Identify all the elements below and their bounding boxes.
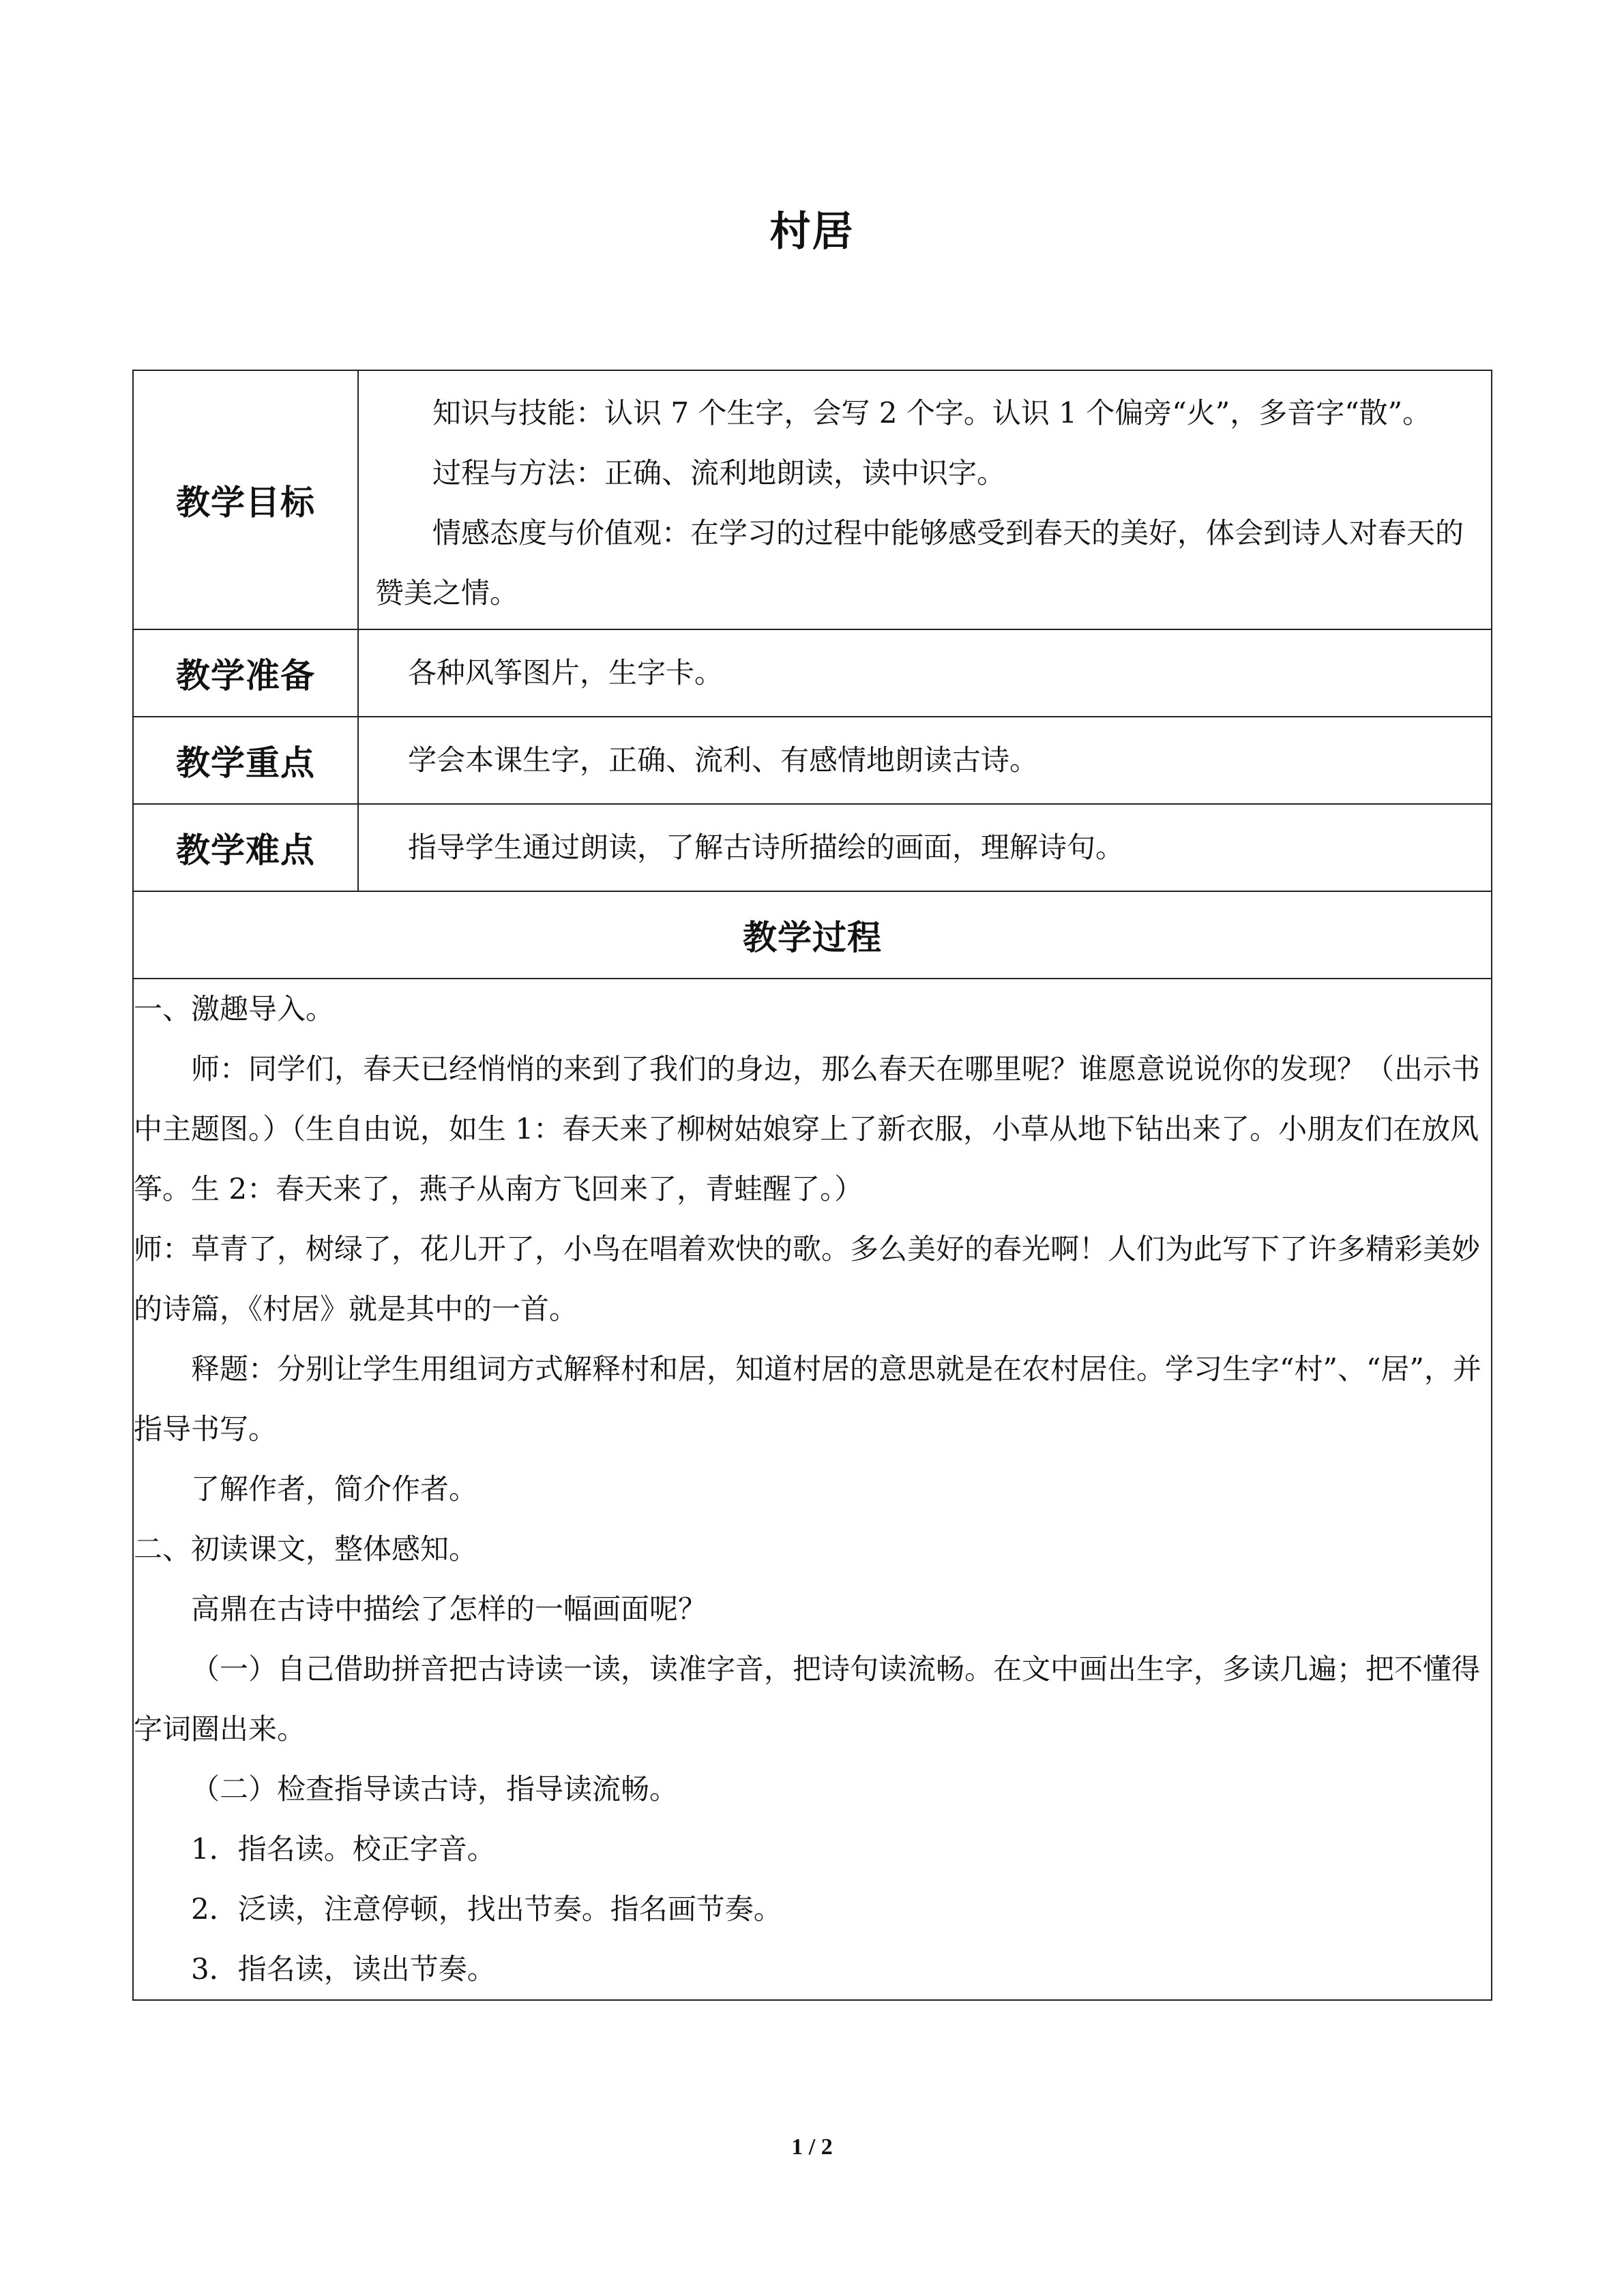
process-content xyxy=(133,979,1492,2000)
preparation-label: 教学准备 xyxy=(133,629,358,717)
page-number: 1 / 2 xyxy=(791,2134,833,2160)
preparation-content xyxy=(358,629,1492,717)
process-step-heading: 二、初读课文，整体感知。 xyxy=(134,1532,478,1566)
process-paragraph: 了解作者，简介作者。 xyxy=(191,1472,478,1506)
key-points-label: 教学重点 xyxy=(133,717,358,804)
process-list-item: 1．指名读。校正字音。 xyxy=(191,1832,496,1866)
process-paragraph: （一）自己借助拼音把古诗读一读，读准字音，把诗句读流畅。在文中画出生字，多读几遍；把不懂得字词圈出来。 xyxy=(134,1652,1481,1746)
process-paragraph: 释题：分别让学生用组词方式解释村和居，知道村居的意思就是在农村居住。学习生字“村”、“居”，并指导书写。 xyxy=(134,1352,1481,1446)
key-points-text: 学会本课生字，正确、流利、有感情地朗读古诗。 xyxy=(408,743,1039,777)
difficulties-content xyxy=(358,804,1492,891)
difficulties-text: 指导学生通过朗读，了解古诗所描绘的画面，理解诗句。 xyxy=(408,831,1125,864)
key-points-content xyxy=(358,717,1492,804)
process-paragraph: 师：同学们，春天已经悄悄的来到了我们的身边，那么春天在哪里呢？谁愿意说说你的发现？（出示书中主题图。）（生自由说，如生 1：春天来了柳树姑娘穿上了新衣服，小草从地下钻出来了。小朋友们在放风筝。生 2：春天来了，燕子从南方飞回来了，青蛙醒了。） xyxy=(134,1052,1481,1206)
preparation-row xyxy=(133,629,1492,717)
process-header-row xyxy=(133,891,1492,979)
preparation-text: 各种风筝图片，生字卡。 xyxy=(408,656,724,689)
goals-label: 教学目标 xyxy=(133,370,358,629)
goals-content xyxy=(358,370,1492,629)
process-list-item: 2．泛读，注意停顿，找出节奏。指名画节奏。 xyxy=(191,1892,782,1926)
process-row xyxy=(133,979,1492,2000)
goal-emotion: 情感态度与价值观：在学习的过程中能够感受到春天的美好，体会到诗人对春天的赞美之情。 xyxy=(375,516,1464,610)
key-points-row xyxy=(133,717,1492,804)
process-header: 教学过程 xyxy=(133,891,1492,979)
difficulties-label: 教学难点 xyxy=(133,804,358,891)
process-step-heading: 一、激趣导入。 xyxy=(134,992,335,1026)
goals-row xyxy=(133,370,1492,629)
goal-process: 过程与方法：正确、流利地朗读，读中识字。 xyxy=(432,456,1006,490)
lesson-plan-table xyxy=(132,370,1492,2001)
process-paragraph: 高鼎在古诗中描绘了怎样的一幅画面呢？ xyxy=(191,1592,707,1626)
process-paragraph: 师：草青了，树绿了，花儿开了，小鸟在唱着欢快的歌。多么美好的春光啊！人们为此写下了许多精彩美妙的诗篇，《村居》就是其中的一首。 xyxy=(134,1232,1481,1326)
goal-knowledge: 知识与技能：认识 7 个生字，会写 2 个字。认识 1 个偏旁“火”，多音字“散”。 xyxy=(432,396,1432,430)
difficulties-row xyxy=(133,804,1492,891)
page-title: 村居 xyxy=(769,208,855,256)
process-paragraph: （二）检查指导读古诗，指导读流畅。 xyxy=(191,1772,679,1806)
process-list-item: 3．指名读，读出节奏。 xyxy=(191,1952,496,1986)
